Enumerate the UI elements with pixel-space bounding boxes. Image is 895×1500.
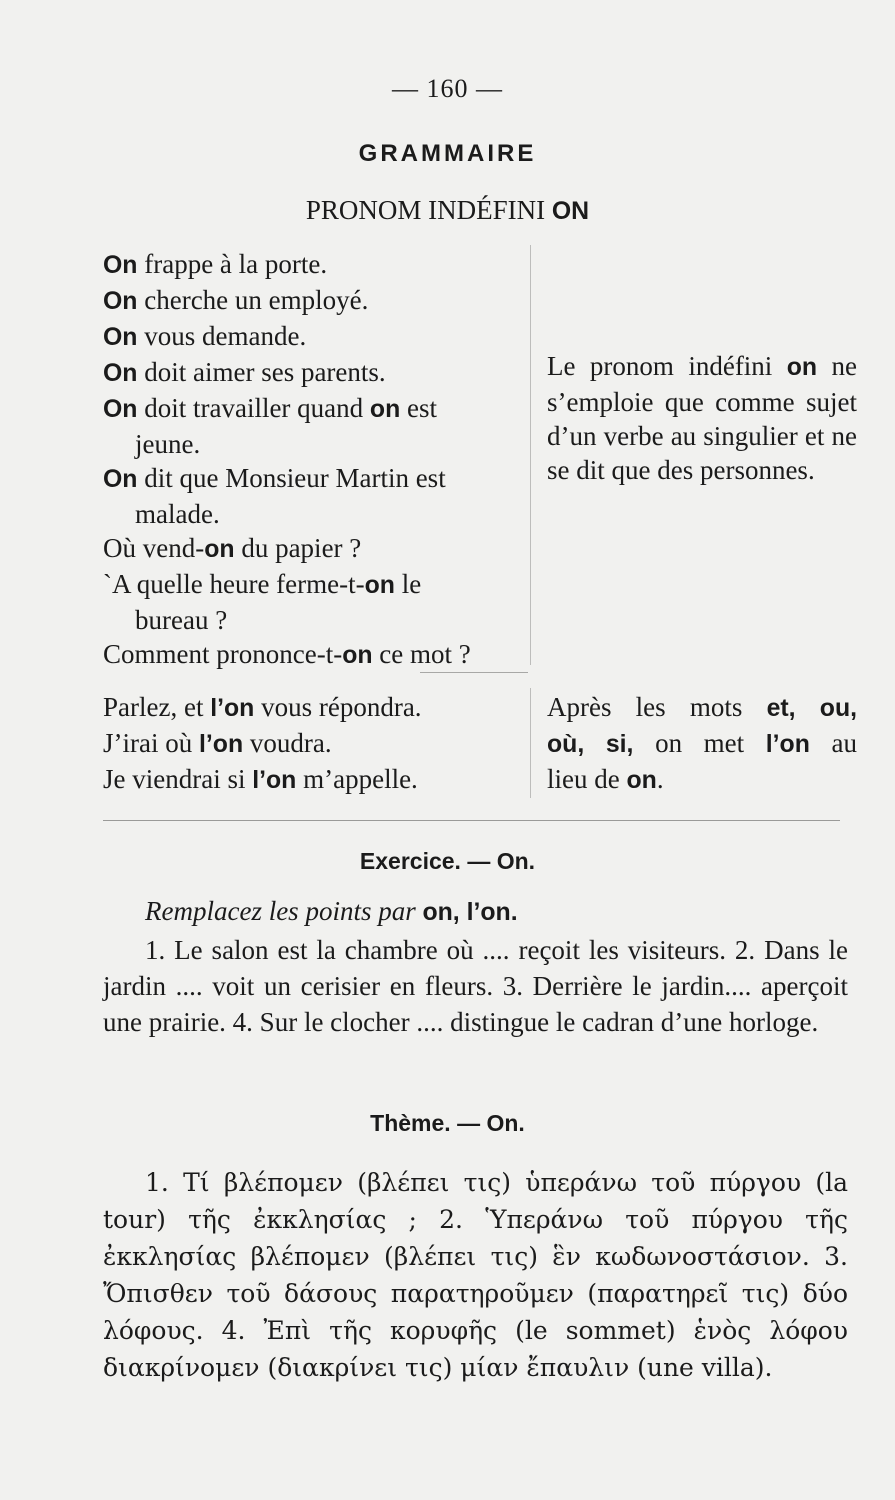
rule-text: où, si, on met l’on au <box>547 728 857 758</box>
example-line: Je viendrai si l’on m’appelle. <box>103 764 418 794</box>
page-number: — 160 — <box>392 74 503 103</box>
lesson-title-bold: ON <box>551 198 590 225</box>
horizontal-divider <box>103 820 840 821</box>
exercise-text: 1. Le salon est la chambre où .... reçoit les visiteurs. 2. Dans le jardin .... voit un cerisier en fleurs. 3. Derrière le jardin.... aperçoit une prairie. 4. Sur le clocher .... distingue le cadran d’une horloge. <box>103 935 848 1037</box>
rule-text: Après les mots et, ou, <box>547 692 858 722</box>
example-line: On frappe à la porte. <box>103 249 328 279</box>
examples-column-2 <box>103 690 523 798</box>
lesson-title <box>0 195 895 226</box>
rule-text: Le pronom indéfini on ne s’emploie que comme sujet d’un verbe au singulier et ne se dit que des personnes. <box>547 351 858 485</box>
example-line: Où vend-on du papier ? <box>103 533 362 563</box>
example-line: On vous demande. <box>103 321 307 351</box>
rule-box-2 <box>547 690 857 798</box>
example-line: On cherche un employé. <box>103 285 369 315</box>
rule-text: lieu de on. <box>547 764 664 794</box>
exercise-heading: Exercice. — On. <box>359 848 536 874</box>
exercise-instruction: Remplacez les points par on, l’on. <box>145 896 518 926</box>
example-line: `A quelle heure ferme-t-on le bureau ? <box>103 569 422 635</box>
example-line: On doit aimer ses parents. <box>103 357 386 387</box>
example-line: On dit que Monsieur Martin est malade. <box>103 463 446 529</box>
example-line: Parlez, et l’on vous répondra. <box>103 692 422 722</box>
examples-column <box>103 247 523 673</box>
theme-heading: Thème. — On. <box>370 1110 525 1136</box>
example-line: Comment prononce-t-on ce mot ? <box>103 639 471 669</box>
theme-text: 1. Τί βλέπομεν (βλέπει τις) ὑπεράνω τοῦ πύργου (la tour) τῆς ἐκκλησίας ; 2. Ὑπεράνω τοῦ πύργου τῆς ἐκκλησίας βλέπομεν (βλέπει τις) ἓν κωδωνοστάσιον. 3. Ὄπισθεν τοῦ δάσους παρατηροῦμεν (παρατηρεῖ τις) δύο λόφους. 4. Ἐπὶ τῆς κορυφῆς (le sommet) ἑνὸς λόφου διακρίνομεν (διακρίνει τις) μίαν ἔπαυλιν (une villa). <box>103 1168 848 1382</box>
column-divider <box>530 688 531 798</box>
example-line: J’irai où l’on voudra. <box>103 728 332 758</box>
example-line: On doit travailler quand on est jeune. <box>103 393 438 459</box>
lesson-title-text: PRONOM INDÉFINI <box>305 195 546 225</box>
column-divider <box>530 245 531 665</box>
rule-box <box>547 349 857 487</box>
section-title: GRAMMAIRE <box>358 140 537 167</box>
